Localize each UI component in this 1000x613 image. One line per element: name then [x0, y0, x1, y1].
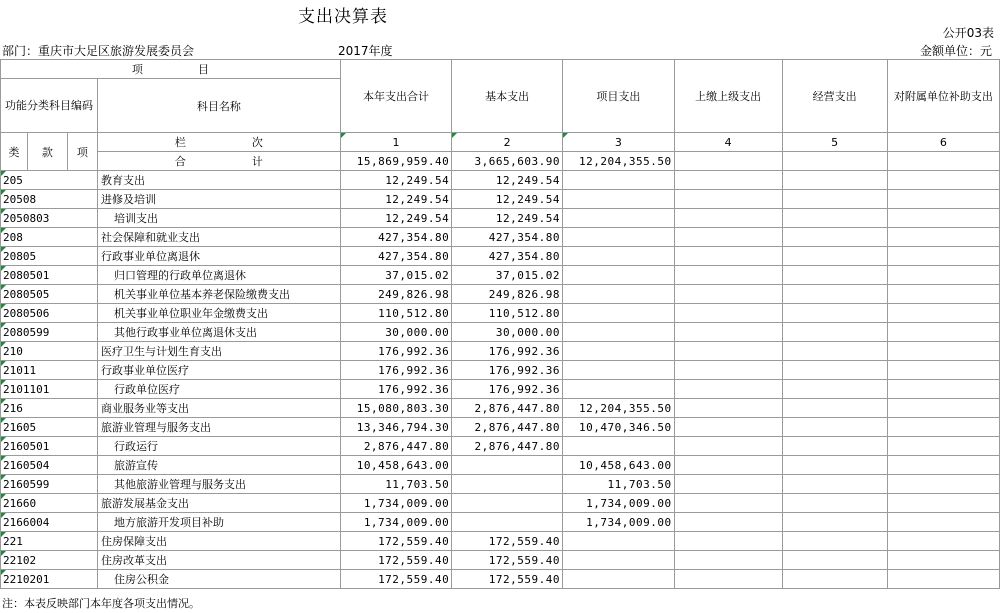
col-header-business: 经营支出 — [782, 60, 887, 133]
function-code: 2160501 — [1, 437, 98, 456]
amount-cell: 12,249.54 — [340, 190, 452, 209]
table-row — [1, 494, 1000, 513]
function-code: 21605 — [1, 418, 98, 437]
amount-cell: 15,080,803.30 — [340, 399, 452, 418]
amount-cell — [782, 437, 887, 456]
amount-cell: 249,826.98 — [452, 285, 563, 304]
report-title: 支出决算表 — [298, 7, 388, 27]
amount-cell — [782, 190, 887, 209]
lanci-label: 栏 次 — [98, 133, 341, 152]
table-row — [1, 323, 1000, 342]
table-row — [1, 228, 1000, 247]
amount-cell — [674, 494, 782, 513]
function-code: 2080599 — [1, 323, 98, 342]
amount-cell — [887, 342, 999, 361]
table-row — [1, 190, 1000, 209]
department-label: 部门：重庆市大足区旅游发展委员会 — [2, 44, 195, 58]
table-row — [1, 380, 1000, 399]
total-label: 合 计 — [98, 152, 341, 171]
amount-cell — [782, 209, 887, 228]
amount-cell — [887, 380, 999, 399]
amount-cell — [887, 475, 999, 494]
amount-cell: 172,559.40 — [452, 532, 563, 551]
expenditure-table — [0, 59, 1000, 589]
subject-name: 行政运行 — [98, 437, 341, 456]
function-code: 2210201 — [1, 570, 98, 589]
subject-name: 进修及培训 — [98, 190, 341, 209]
amount-cell — [674, 209, 782, 228]
amount-cell — [674, 551, 782, 570]
amount-cell — [563, 380, 675, 399]
function-code: 2101101 — [1, 380, 98, 399]
amount-cell — [887, 228, 999, 247]
amount-cell — [887, 247, 999, 266]
table-row — [1, 285, 1000, 304]
amount-cell: 176,992.36 — [452, 361, 563, 380]
table-row — [1, 418, 1000, 437]
total-value: 3,665,603.90 — [452, 152, 563, 171]
amount-cell: 176,992.36 — [340, 380, 452, 399]
function-code: 2080506 — [1, 304, 98, 323]
amount-cell: 172,559.40 — [452, 551, 563, 570]
amount-cell — [887, 494, 999, 513]
table-row — [1, 304, 1000, 323]
amount-cell: 2,876,447.80 — [340, 437, 452, 456]
amount-cell: 110,512.80 — [340, 304, 452, 323]
amount-cell: 12,249.54 — [452, 209, 563, 228]
total-value — [674, 152, 782, 171]
amount-cell — [563, 437, 675, 456]
amount-cell — [782, 171, 887, 190]
amount-cell — [887, 532, 999, 551]
amount-cell — [563, 285, 675, 304]
table-row — [1, 342, 1000, 361]
amount-cell — [563, 247, 675, 266]
amount-cell — [782, 418, 887, 437]
function-code: 210 — [1, 342, 98, 361]
col-number-5: 5 — [782, 133, 887, 152]
amount-cell — [887, 209, 999, 228]
amount-cell — [887, 570, 999, 589]
amount-cell — [887, 171, 999, 190]
function-code: 2050803 — [1, 209, 98, 228]
item-header: 项 目 — [1, 60, 341, 79]
amount-cell — [452, 456, 563, 475]
amount-cell: 13,346,794.30 — [340, 418, 452, 437]
amount-cell — [887, 437, 999, 456]
kuan-header: 款 — [28, 133, 68, 171]
amount-cell — [782, 399, 887, 418]
amount-cell: 1,734,009.00 — [563, 513, 675, 532]
subject-name: 医疗卫生与计划生育支出 — [98, 342, 341, 361]
amount-cell — [674, 228, 782, 247]
fiscal-year: 2017年度 — [338, 44, 393, 58]
amount-cell — [782, 304, 887, 323]
amount-cell — [782, 380, 887, 399]
amount-cell — [674, 342, 782, 361]
amount-cell — [782, 532, 887, 551]
table-row — [1, 399, 1000, 418]
amount-cell — [452, 513, 563, 532]
table-row — [1, 551, 1000, 570]
function-code: 208 — [1, 228, 98, 247]
subject-name: 旅游宣传 — [98, 456, 341, 475]
amount-cell: 2,876,447.80 — [452, 418, 563, 437]
amount-cell — [674, 190, 782, 209]
table-row — [1, 437, 1000, 456]
col-header-upper: 上缴上级支出 — [674, 60, 782, 133]
amount-cell — [674, 570, 782, 589]
total-value — [782, 152, 887, 171]
amount-cell: 37,015.02 — [340, 266, 452, 285]
amount-cell: 110,512.80 — [452, 304, 563, 323]
amount-cell — [452, 494, 563, 513]
subject-name: 住房公积金 — [98, 570, 341, 589]
amount-cell: 176,992.36 — [452, 380, 563, 399]
amount-cell: 12,249.54 — [340, 171, 452, 190]
amount-cell — [887, 551, 999, 570]
amount-cell: 1,734,009.00 — [340, 494, 452, 513]
amount-cell — [782, 323, 887, 342]
amount-cell — [674, 266, 782, 285]
table-row — [1, 266, 1000, 285]
col-number-3: 3 — [563, 133, 675, 152]
function-code: 22102 — [1, 551, 98, 570]
amount-cell — [563, 323, 675, 342]
amount-cell — [887, 323, 999, 342]
amount-cell: 12,249.54 — [452, 171, 563, 190]
function-code: 21660 — [1, 494, 98, 513]
amount-cell: 176,992.36 — [452, 342, 563, 361]
currency-unit: 金额单位：元 — [919, 44, 992, 58]
amount-cell — [674, 323, 782, 342]
amount-cell — [887, 361, 999, 380]
subject-name: 旅游发展基金支出 — [98, 494, 341, 513]
amount-cell — [782, 456, 887, 475]
amount-cell: 1,734,009.00 — [563, 494, 675, 513]
amount-cell — [674, 418, 782, 437]
amount-cell — [563, 532, 675, 551]
amount-cell — [563, 228, 675, 247]
amount-cell — [782, 513, 887, 532]
amount-cell — [782, 342, 887, 361]
amount-cell — [782, 551, 887, 570]
amount-cell: 176,992.36 — [340, 361, 452, 380]
amount-cell: 12,249.54 — [452, 190, 563, 209]
function-code: 205 — [1, 171, 98, 190]
amount-cell: 427,354.80 — [340, 228, 452, 247]
amount-cell: 11,703.50 — [340, 475, 452, 494]
amount-cell: 427,354.80 — [452, 247, 563, 266]
table-row — [1, 171, 1000, 190]
amount-cell — [782, 570, 887, 589]
col-number-1: 1 — [340, 133, 452, 152]
function-code: 20508 — [1, 190, 98, 209]
amount-cell — [563, 266, 675, 285]
amount-cell: 1,734,009.00 — [340, 513, 452, 532]
amount-cell — [563, 342, 675, 361]
function-code: 221 — [1, 532, 98, 551]
subject-name: 培训支出 — [98, 209, 341, 228]
col-header-subsidy: 对附属单位补助支出 — [887, 60, 999, 133]
amount-cell — [563, 361, 675, 380]
amount-cell — [782, 247, 887, 266]
amount-cell — [674, 456, 782, 475]
amount-cell — [674, 361, 782, 380]
table-row — [1, 209, 1000, 228]
function-code: 21011 — [1, 361, 98, 380]
function-code: 2166004 — [1, 513, 98, 532]
amount-cell — [674, 513, 782, 532]
amount-cell: 172,559.40 — [340, 532, 452, 551]
amount-cell — [563, 304, 675, 323]
amount-cell: 30,000.00 — [340, 323, 452, 342]
amount-cell — [782, 228, 887, 247]
amount-cell — [782, 266, 887, 285]
col-number-6: 6 — [887, 133, 999, 152]
function-code: 2160599 — [1, 475, 98, 494]
lei-header: 类 — [1, 133, 28, 171]
function-code: 216 — [1, 399, 98, 418]
amount-cell: 10,458,643.00 — [563, 456, 675, 475]
amount-cell: 2,876,447.80 — [452, 399, 563, 418]
col-header-basic: 基本支出 — [452, 60, 563, 133]
amount-cell — [887, 190, 999, 209]
table-row — [1, 456, 1000, 475]
amount-cell — [674, 285, 782, 304]
amount-cell: 10,470,346.50 — [563, 418, 675, 437]
amount-cell — [563, 171, 675, 190]
subject-name: 住房改革支出 — [98, 551, 341, 570]
func-code-header: 功能分类科目编码 — [1, 79, 98, 133]
subject-name: 其他行政事业单位离退休支出 — [98, 323, 341, 342]
amount-cell: 30,000.00 — [452, 323, 563, 342]
amount-cell: 10,458,643.00 — [340, 456, 452, 475]
form-code: 公开03表 — [942, 26, 994, 40]
amount-cell: 172,559.40 — [452, 570, 563, 589]
amount-cell — [674, 171, 782, 190]
subject-name: 其他旅游业管理与服务支出 — [98, 475, 341, 494]
amount-cell — [674, 475, 782, 494]
amount-cell — [782, 285, 887, 304]
amount-cell — [887, 304, 999, 323]
amount-cell: 12,204,355.50 — [563, 399, 675, 418]
subject-name: 旅游业管理与服务支出 — [98, 418, 341, 437]
total-value: 12,204,355.50 — [563, 152, 675, 171]
amount-cell — [887, 285, 999, 304]
table-row — [1, 361, 1000, 380]
amount-cell — [452, 475, 563, 494]
amount-cell — [887, 456, 999, 475]
amount-cell — [563, 570, 675, 589]
amount-cell — [674, 304, 782, 323]
table-row — [1, 570, 1000, 589]
amount-cell — [887, 266, 999, 285]
table-row — [1, 532, 1000, 551]
subject-name: 教育支出 — [98, 171, 341, 190]
subject-name: 行政单位医疗 — [98, 380, 341, 399]
subject-name: 商业服务业等支出 — [98, 399, 341, 418]
subject-name: 机关事业单位职业年金缴费支出 — [98, 304, 341, 323]
amount-cell — [674, 437, 782, 456]
amount-cell: 12,249.54 — [340, 209, 452, 228]
amount-cell — [782, 361, 887, 380]
function-code: 20805 — [1, 247, 98, 266]
function-code: 2080505 — [1, 285, 98, 304]
amount-cell — [674, 380, 782, 399]
amount-cell — [887, 513, 999, 532]
subject-name: 机关事业单位基本养老保险缴费支出 — [98, 285, 341, 304]
subject-name: 地方旅游开发项目补助 — [98, 513, 341, 532]
amount-cell: 172,559.40 — [340, 551, 452, 570]
function-code: 2160504 — [1, 456, 98, 475]
amount-cell: 249,826.98 — [340, 285, 452, 304]
amount-cell: 172,559.40 — [340, 570, 452, 589]
amount-cell — [563, 551, 675, 570]
subject-name: 住房保障支出 — [98, 532, 341, 551]
amount-cell: 176,992.36 — [340, 342, 452, 361]
col-header-total: 本年支出合计 — [340, 60, 452, 133]
xiang-header: 项 — [67, 133, 97, 171]
amount-cell: 37,015.02 — [452, 266, 563, 285]
subject-name-header: 科目名称 — [98, 79, 341, 133]
total-value: 15,869,959.40 — [340, 152, 452, 171]
col-header-project: 项目支出 — [563, 60, 675, 133]
amount-cell — [563, 209, 675, 228]
subject-name: 归口管理的行政单位离退休 — [98, 266, 341, 285]
amount-cell: 427,354.80 — [340, 247, 452, 266]
amount-cell — [674, 532, 782, 551]
amount-cell — [782, 494, 887, 513]
function-code: 2080501 — [1, 266, 98, 285]
amount-cell — [887, 418, 999, 437]
total-value — [887, 152, 999, 171]
col-number-2: 2 — [452, 133, 563, 152]
subject-name: 社会保障和就业支出 — [98, 228, 341, 247]
amount-cell — [674, 399, 782, 418]
subject-name: 行政事业单位医疗 — [98, 361, 341, 380]
amount-cell — [563, 190, 675, 209]
amount-cell: 2,876,447.80 — [452, 437, 563, 456]
table-row — [1, 513, 1000, 532]
table-row — [1, 475, 1000, 494]
footnote: 注：本表反映部门本年度各项支出情况。 — [2, 597, 200, 610]
subject-name: 行政事业单位离退休 — [98, 247, 341, 266]
amount-cell: 427,354.80 — [452, 228, 563, 247]
col-number-4: 4 — [674, 133, 782, 152]
amount-cell — [782, 475, 887, 494]
table-row — [1, 247, 1000, 266]
amount-cell: 11,703.50 — [563, 475, 675, 494]
amount-cell — [887, 399, 999, 418]
amount-cell — [674, 247, 782, 266]
